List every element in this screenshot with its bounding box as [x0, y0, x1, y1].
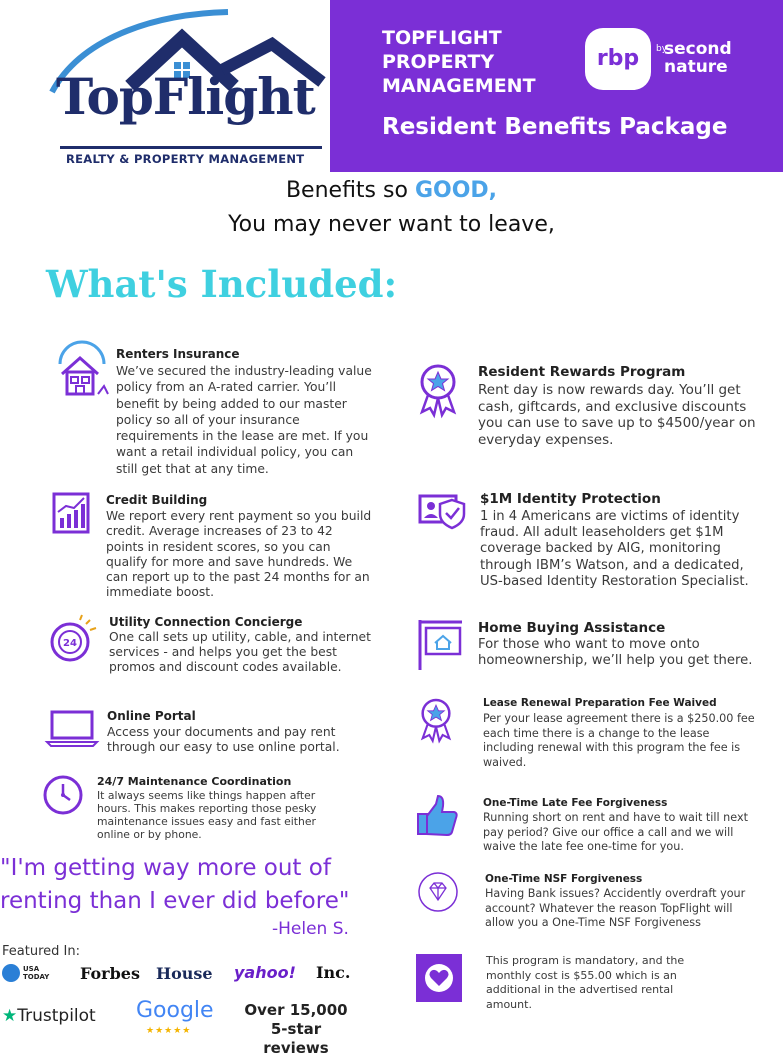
- laptop-icon: [46, 708, 98, 748]
- logo-name: TopFlight: [56, 67, 315, 126]
- benefit-desc: This program is mandatory, and the monthly cost is $55.00 which is an additional in the advertised rental amount.: [486, 954, 685, 1011]
- benefit-desc: We’ve secured the industry-leading value policy from an A-rated carrier. You’ll benefit by being added to our master policy so all of your insurance requirements in the lease are met. If you want a retail individual policy, you can still get that at any time.: [116, 364, 372, 476]
- benefit-title: Home Buying Assistance: [478, 620, 666, 636]
- google-stars-icon: ★★★★★: [146, 1026, 192, 1036]
- diamond-icon: [416, 870, 460, 914]
- award-ribbon-icon: [414, 362, 462, 418]
- yahoo-logo: yahoo!: [234, 963, 296, 982]
- testimonial-quote: "I'm getting way more out of renting than I ever did before": [0, 855, 350, 914]
- usa-today-logo: [2, 962, 52, 986]
- benefit-maintenance: [42, 774, 342, 842]
- house-logo: House: [156, 964, 213, 983]
- featured-label: Featured In:: [2, 944, 80, 959]
- heart-icon: [416, 954, 462, 1002]
- header-banner: [330, 0, 783, 172]
- tagline-line1: [0, 178, 783, 203]
- trustpilot-logo: [2, 1006, 96, 1026]
- trustpilot-label: Trustpilot: [17, 1006, 96, 1026]
- clock-icon: [42, 774, 84, 816]
- benefit-title: Lease Renewal Preparation Fee Waived: [483, 697, 717, 709]
- bar-chart-icon: [52, 492, 90, 534]
- benefit-desc: Rent day is now rewards day. You’ll get cash, giftcards, and exclusive discounts you can use to save up to $4500/year on everyday expenses.: [478, 382, 756, 448]
- benefit-title: $1M Identity Protection: [480, 491, 661, 507]
- forbes-logo: Forbes: [80, 964, 140, 983]
- benefit-desc: It always seems like things happen after hours. This makes reporting those pesky maintenance issues easy and fast either online or by phone.: [97, 789, 317, 841]
- tagline-line2: You may never want to leave,: [228, 212, 555, 237]
- section-title: What's Included:: [46, 262, 398, 306]
- award-ribbon-icon: [416, 696, 456, 744]
- benefit-title: One-Time NSF Forgiveness: [485, 873, 643, 885]
- benefit-desc: 1 in 4 Americans are victims of identity fraud. All adult leaseholders get $1M coverage backed by AIG, monitoring through IBM’s Watson, and a dedicated, US-based Identity Restoration Specialist.: [480, 509, 749, 589]
- benefit-title: Resident Rewards Program: [478, 364, 686, 380]
- benefit-desc: Per your lease agreement there is a $250.00 fee each time there is a change to the lease including renewal with this program the fee is waived.: [483, 712, 755, 769]
- reviews-line1: Over 15,000: [244, 1001, 348, 1019]
- home-sign-icon: [416, 618, 464, 670]
- benefit-desc: Running short on rent and have to wait till next pay period? Give our office a call and we will waive the late fee one-time for you.: [483, 811, 748, 853]
- usa-today-dot-icon: [2, 964, 20, 982]
- rbp-by-label: by: [656, 44, 668, 54]
- benefit-online-portal: [46, 708, 374, 752]
- benefit-utility-concierge: [46, 614, 374, 688]
- inc-logo: Inc.: [316, 963, 351, 982]
- benefit-lease-renewal: [416, 696, 766, 772]
- benefit-home-buying: [416, 618, 764, 674]
- banner-subtitle: Resident Benefits Package: [382, 114, 728, 140]
- benefit-title: One-Time Late Fee Forgiveness: [483, 797, 668, 809]
- google-label: Google: [136, 998, 214, 1023]
- reviews-line2: 5-star reviews: [263, 1020, 329, 1057]
- usa-today-line2: TODAY: [23, 973, 50, 981]
- benefit-renters-insurance: [54, 346, 374, 476]
- clock-24-label: 24: [63, 638, 77, 649]
- benefit-desc: One call sets up utility, cable, and internet services - and helps you get the best promos and discount codes available.: [109, 630, 371, 674]
- benefit-desc: Access your documents and pay rent through our easy to use online portal.: [107, 725, 340, 754]
- benefit-resident-rewards: [414, 362, 764, 446]
- thumbs-up-icon: [416, 794, 460, 838]
- rbp-logo: rbp: [585, 28, 651, 90]
- benefit-title: Online Portal: [107, 709, 196, 723]
- logo-subtitle: REALTY & PROPERTY MANAGEMENT: [66, 152, 305, 166]
- house-icon: [54, 346, 110, 398]
- google-logo: [136, 998, 214, 1023]
- benefit-desc: We report every rent payment so you build credit. Average increases of 23 to 42 points in resident scores, so you can qualify for more and save hundreds. We can report up to the past 24 months for an immediate boost.: [106, 509, 372, 600]
- id-shield-icon: [418, 490, 468, 530]
- benefit-identity-protection: [418, 490, 764, 590]
- benefit-title: Utility Connection Concierge: [109, 615, 303, 629]
- usa-today-line1: USA: [23, 965, 40, 973]
- reviews-count: [236, 1001, 356, 1058]
- company-logo: [0, 0, 330, 172]
- benefit-title: 24/7 Maintenance Coordination: [97, 775, 292, 788]
- tagline-prefix: Benefits so: [285, 178, 408, 203]
- trustpilot-star-icon: ★: [2, 1006, 18, 1026]
- benefit-program-cost: [416, 954, 766, 1010]
- logo-divider: [60, 146, 322, 149]
- benefit-credit-building: [52, 492, 374, 598]
- clock-24-icon: [46, 614, 98, 666]
- second-nature-logo: second nature: [664, 39, 732, 77]
- testimonial-author: -Helen S.: [272, 919, 349, 939]
- banner-title: TOPFLIGHT PROPERTY MANAGEMENT: [382, 27, 536, 97]
- benefit-late-fee-forgiveness: [416, 794, 766, 854]
- benefit-title: Renters Insurance: [116, 347, 240, 361]
- tagline-highlight: GOOD,: [414, 178, 498, 203]
- benefit-desc: Having Bank issues? Accidently overdraft your account? Whatever the reason TopFlight will allow you a One-Time NSF Forgiveness: [485, 887, 746, 929]
- benefit-nsf-forgiveness: [416, 870, 766, 932]
- benefit-desc: For those who want to move onto homeownership, we’ll help you get there.: [478, 637, 753, 669]
- benefit-title: Credit Building: [106, 493, 208, 507]
